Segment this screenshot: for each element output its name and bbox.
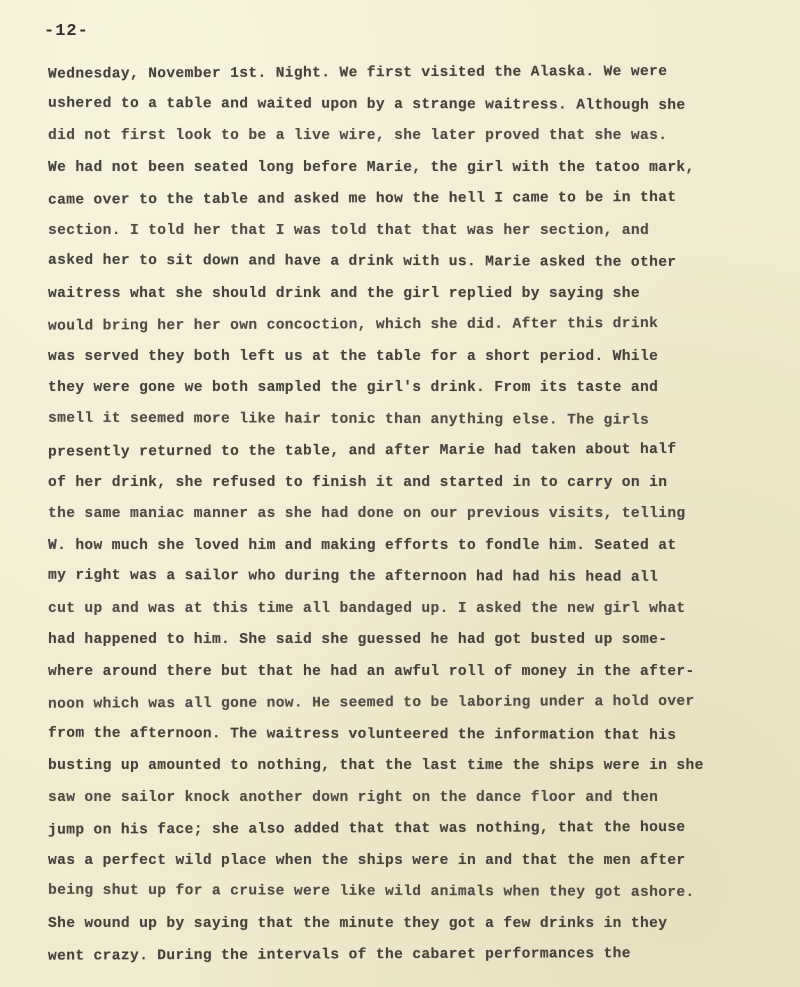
text-line: where around there but that he had an awful roll of money in the after- [48, 663, 695, 680]
text-line: had happened to him. She said she guessed he had got busted up some- [48, 632, 668, 648]
text-line: they were gone we both sampled the girl's drink. From its taste and [48, 380, 659, 396]
text-line: my right was a sailor who during the afternoon had had his head all [47, 567, 659, 586]
text-line: did not first look to be a live wire, she later proved that she was. [48, 128, 668, 144]
text-line: went crazy. During the intervals of the cabaret performances the [47, 946, 631, 965]
text-line: jump on his face; she also added that that was nothing, that the house [47, 819, 686, 839]
text-line: cut up and was at this time all bandaged up. I asked the new girl what [48, 600, 686, 617]
text-line: would bring her her own concoction, which she did. After this drink [47, 315, 659, 335]
page-number: -12- [44, 22, 89, 41]
text-line: came over to the table and asked me how the hell I came to be in that [47, 189, 677, 209]
text-line: presently returned to the table, and after Marie had taken about half [47, 441, 677, 461]
report-body-text [48, 58, 788, 972]
text-line: ushered to a table and waited upon by a strange waitress. Although she [47, 95, 686, 114]
text-line: saw one sailor knock another down right on the dance floor and then [48, 789, 659, 806]
text-line: the same maniac manner as she had done on our previous visits, telling [48, 506, 686, 522]
text-line: She wound up by saying that the minute they got a few drinks in they [48, 915, 668, 932]
text-line: being shut up for a cruise were like wild animals when they got ashore. [47, 882, 695, 901]
text-line: of her drink, she refused to finish it and started in to carry on in [48, 474, 668, 491]
text-line: from the afternoon. The waitress volunteered the information that his [47, 725, 677, 744]
text-line: was served they both left us at the table for a short period. While [48, 348, 659, 365]
text-line: waitress what she should drink and the girl replied by saying she [48, 285, 640, 302]
text-line: Wednesday, November 1st. Night. We first visited the Alaska. We were [47, 63, 668, 83]
text-line: was a perfect wild place when the ships were in and that the men after [48, 852, 686, 869]
text-line: noon which was all gone now. He seemed to be laboring under a hold over [47, 693, 695, 713]
text-line: We had not been seated long before Marie, the girl with the tatoo mark, [48, 159, 695, 176]
text-line: asked her to sit down and have a drink with us. Marie asked the other [47, 252, 677, 271]
text-line: section. I told her that I was told that that was her section, and [48, 222, 650, 239]
text-line: smell it seemed more like hair tonic than anything else. The girls [47, 410, 650, 429]
text-line: W. how much she loved him and making efforts to fondle him. Seated at [48, 537, 677, 554]
text-line: busting up amounted to nothing, that the last time the ships were in she [48, 758, 704, 774]
